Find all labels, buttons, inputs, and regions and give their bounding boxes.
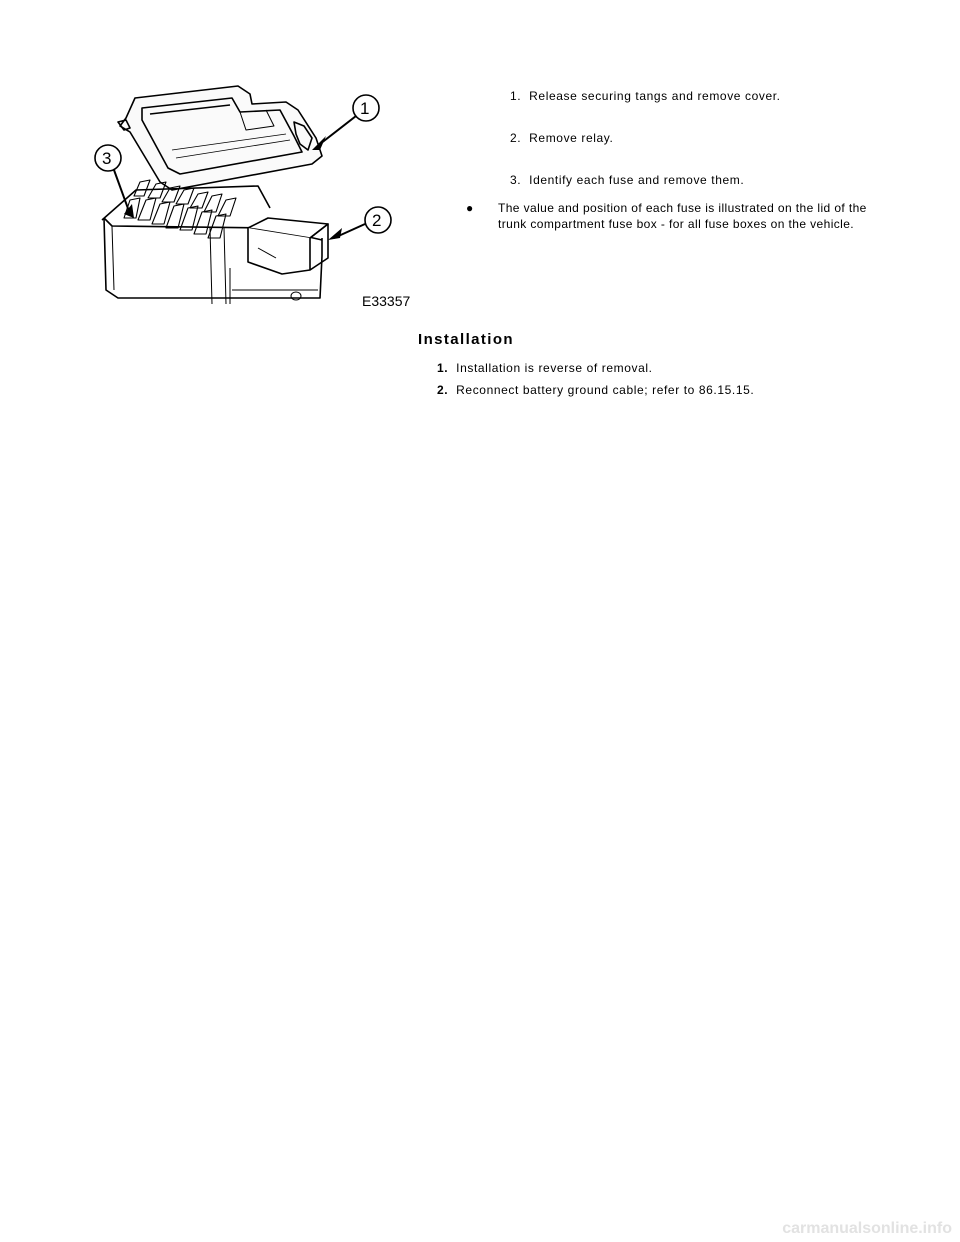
removal-step xyxy=(510,88,910,104)
step-text: Identify each fuse and remove them. xyxy=(529,173,745,187)
removal-step xyxy=(510,130,910,146)
note-text: The value and position of each fuse is illustrated on the lid of the trunk compartment fuse box - for all fuse boxes on the vehicle. xyxy=(498,201,867,231)
watermark xyxy=(782,1220,952,1238)
fuse-box-illustration xyxy=(90,78,430,310)
installation-heading: Installation xyxy=(418,331,514,348)
bullet-icon: ● xyxy=(466,201,474,215)
step-number: 2. xyxy=(437,383,449,397)
step-text: Release securing tangs and remove cover. xyxy=(529,89,781,103)
step-number: 1. xyxy=(510,89,522,103)
installation-step xyxy=(437,382,877,398)
illustration-code: E33357 xyxy=(362,293,411,309)
installation-step xyxy=(437,360,877,376)
step-number: 2. xyxy=(510,131,522,145)
fuse-note xyxy=(466,200,886,232)
step-text: Installation is reverse of removal. xyxy=(456,361,653,375)
step-number: 1. xyxy=(437,361,449,375)
removal-steps xyxy=(510,88,910,214)
callout-3-label: 3 xyxy=(102,149,112,168)
fuse-box-drawing xyxy=(90,78,430,310)
watermark-text: carmanualsonline.info xyxy=(782,1220,952,1237)
removal-step xyxy=(510,172,910,188)
callout-1-label: 1 xyxy=(360,99,370,118)
callout-2-label: 2 xyxy=(372,211,382,230)
step-text: Remove relay. xyxy=(529,131,614,145)
step-text: Reconnect battery ground cable; refer to 86.15.15. xyxy=(456,383,755,397)
step-number: 3. xyxy=(510,173,522,187)
installation-steps xyxy=(437,360,877,404)
